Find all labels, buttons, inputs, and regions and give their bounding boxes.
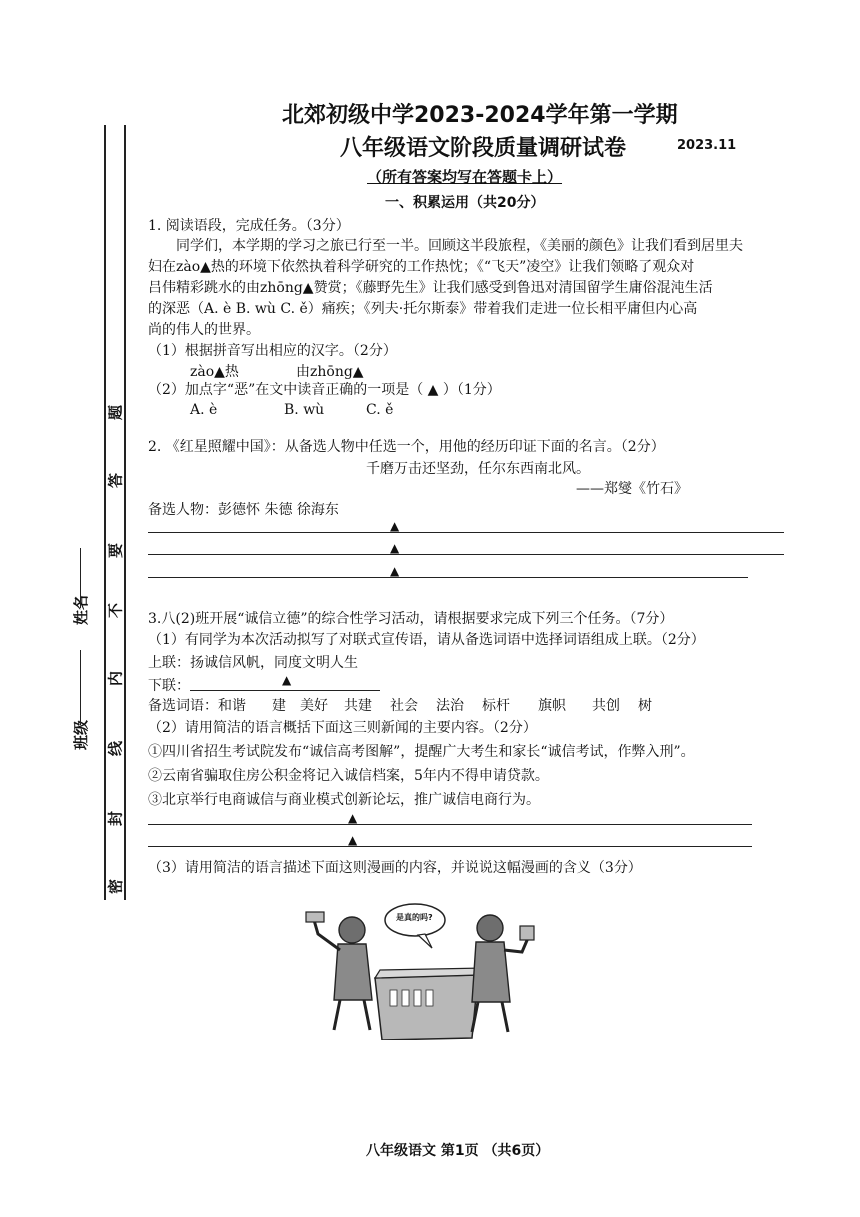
q1-passage-line: 尚的伟人的世界。 <box>148 322 260 338</box>
q1-passage-line: 同学们，本学期的学习之旅已行至一半。回顾这半段旅程，《美丽的颜色》让我们看到居里夫 <box>176 238 743 254</box>
q3-word: 法治 <box>436 698 464 714</box>
binding-line-left <box>104 125 106 900</box>
q3-word: 建 <box>272 698 286 714</box>
answer-marker: ▲ <box>348 811 358 825</box>
binding-char: 内 <box>106 671 125 687</box>
q3-news-item: ②云南省骗取住房公积金将记入诚信档案，5年内不得申请贷款。 <box>148 768 549 784</box>
answer-marker: ▲ <box>390 564 400 578</box>
q2-quote-source: ——郑燮《竹石》 <box>576 481 688 497</box>
q3-word: 标杆 <box>482 698 510 714</box>
answer-line <box>148 846 752 847</box>
q1-sub1-item: zào▲热 <box>190 364 239 380</box>
class-field-label: 班级 <box>72 719 90 750</box>
q1-passage-line: 妇在zào▲热的环境下依然执着科学研究的工作热忱；《“飞天”凌空》让我们领略了观众对 <box>148 259 695 275</box>
answer-line <box>148 554 784 555</box>
q3-upper-couplet: 上联：扬诚信风帆，同度文明人生 <box>148 655 358 671</box>
q1-sub1-item: 由zhōng▲ <box>296 364 364 380</box>
binding-char: 线 <box>106 741 125 757</box>
q3-word: 美好 <box>300 698 328 714</box>
answer-line <box>148 577 748 578</box>
q1-passage-line: 吕伟精彩跳水的由zhōng▲赞赏；《藤野先生》让我们感受到鲁迅对清国留学生庸俗混沌生活 <box>148 280 713 296</box>
q3-word: 旗帜 <box>538 698 566 714</box>
exam-title-line1: 北郊初级中学2023-2024学年第一学期 <box>282 103 678 128</box>
cartoon-speech-text: 是真的吗? <box>396 913 433 922</box>
binding-char: 不 <box>106 603 125 619</box>
q1-sub1: （1）根据拼音写出相应的汉字。（2分） <box>148 343 397 359</box>
q1-passage-line: 的深恶（A. è B. wù C. ě）痛疾；《列夫·托尔斯泰》带着我们走进一位长相平庸但内心高 <box>148 301 698 317</box>
binding-char: 要 <box>106 543 125 559</box>
q3-word: 共建 <box>344 698 372 714</box>
q3-words-label: 备选词语： <box>148 698 218 714</box>
q1-option-b: B. wù <box>284 402 325 418</box>
section-heading: 一、积累运用（共20分） <box>385 195 545 211</box>
q3-word: 社会 <box>390 698 418 714</box>
q3-word: 和谐 <box>218 698 246 714</box>
q3-sub3: （3）请用简洁的语言描述下面这则漫画的内容，并说说这幅漫画的含义（3分） <box>148 860 642 876</box>
q2-candidates: 备选人物：彭德怀 朱德 徐海东 <box>148 502 339 518</box>
page-footer: 八年级语文 第1页 （共6页） <box>366 1143 550 1159</box>
answer-line <box>190 690 380 691</box>
q3-sub1: （1）有同学为本次活动拟写了对联式宣传语，请从备选词语中选择词语组成上联。（2分） <box>148 632 705 648</box>
q1-option-c: C. ě <box>366 402 394 418</box>
class-field-line <box>80 650 81 725</box>
binding-char: 密 <box>106 879 125 895</box>
binding-char: 封 <box>106 811 125 827</box>
q3-lower-couplet-label: 下联： <box>148 678 190 694</box>
binding-char: 题 <box>106 405 125 421</box>
name-field-line <box>80 548 81 608</box>
answer-marker: ▲ <box>348 833 358 847</box>
answer-note: （所有答案均写在答题卡上） <box>367 168 563 186</box>
q2-quote: 千磨万击还坚劲，任尔东西南北风。 <box>366 461 590 477</box>
name-field-label: 姓名 <box>72 594 90 625</box>
q3-word: 树 <box>638 698 652 714</box>
answer-marker: ▲ <box>390 519 400 533</box>
answer-marker: ▲ <box>390 541 400 555</box>
q3-sub2: （2）请用简洁的语言概括下面这三则新闻的主要内容。（2分） <box>148 720 537 736</box>
q3-stem: 3.八(2)班开展“诚信立德”的综合性学习活动，请根据要求完成下列三个任务。（7分） <box>148 611 674 627</box>
exam-date: 2023.11 <box>677 138 737 153</box>
answer-line <box>148 824 752 825</box>
q1-stem: 1. 阅读语段，完成任务。（3分） <box>148 218 350 234</box>
answer-marker: ▲ <box>282 673 292 687</box>
q3-word: 共创 <box>592 698 620 714</box>
q1-option-a: A. è <box>190 402 218 418</box>
cartoon-illustration <box>300 890 540 1040</box>
q3-news-item: ①四川省招生考试院发布“诚信高考图解”，提醒广大考生和家长“诚信考试，作弊入刑”。 <box>148 744 695 760</box>
exam-title-line2: 八年级语文阶段质量调研试卷 <box>340 136 627 161</box>
q2-stem: 2. 《红星照耀中国》：从备选人物中任选一个，用他的经历印证下面的名言。（2分） <box>148 439 665 455</box>
binding-char: 答 <box>106 473 125 489</box>
q1-sub2: （2）加点字“恶”在文中读音正确的一项是（ ▲ ）（1分） <box>148 382 501 398</box>
q3-news-item: ③北京举行电商诚信与商业模式创新论坛，推广诚信电商行为。 <box>148 792 540 808</box>
binding-line-right <box>124 125 126 900</box>
answer-line <box>148 532 784 533</box>
